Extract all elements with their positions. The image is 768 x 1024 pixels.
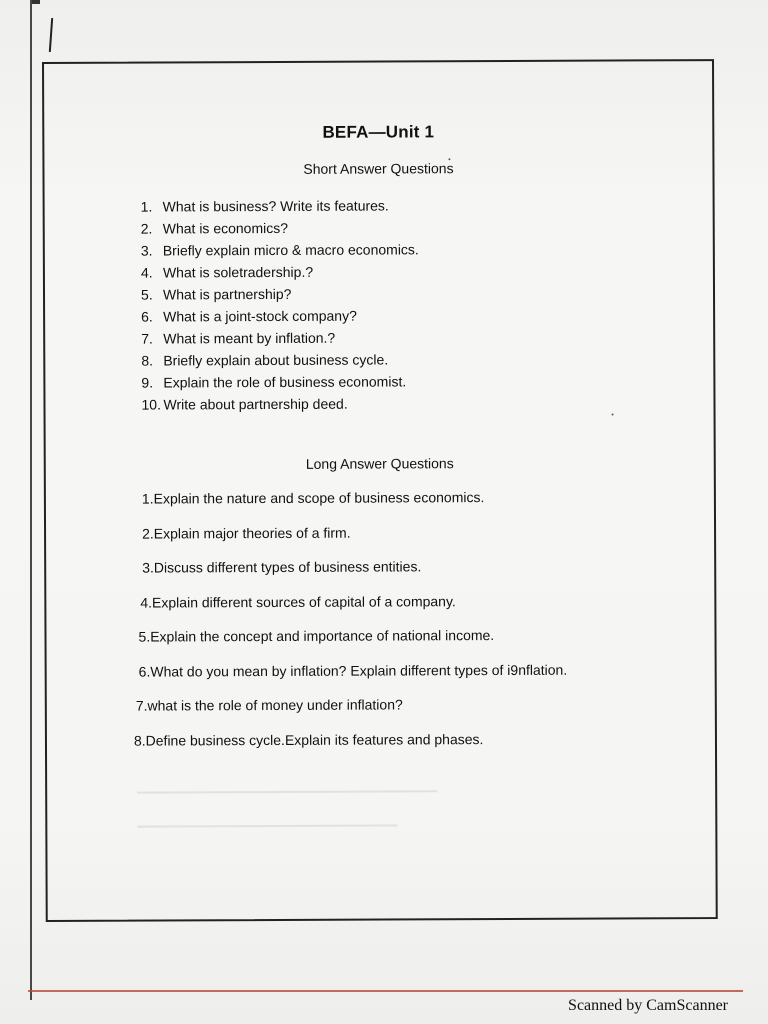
faint-bleed-through-line (137, 824, 397, 827)
question-number: 1. (140, 198, 153, 215)
long-question-item: 1.Explain the nature and scope of business economics. (141, 489, 485, 507)
scan-speck (612, 414, 614, 416)
question-number: 9. (141, 374, 154, 391)
question-number: 4. (140, 264, 153, 281)
question-text: What is economics? (162, 219, 289, 237)
short-question-item (141, 370, 419, 393)
short-question-item (141, 260, 419, 283)
faint-bleed-through-line (137, 790, 437, 793)
question-text: What is business? Write its features. (162, 197, 389, 215)
short-answer-list (141, 194, 420, 415)
top-edge-mark (32, 0, 40, 4)
camscanner-watermark: Scanned by CamScanner (568, 997, 728, 1014)
question-number: 8. (141, 352, 154, 369)
scan-speck (448, 158, 450, 160)
long-question-item: 5.Explain the concept and importance of national income. (138, 627, 495, 645)
document-frame (42, 59, 718, 922)
short-question-item (141, 238, 419, 261)
question-number: 7. (141, 330, 153, 347)
question-text: What is a joint-stock company? (163, 307, 357, 325)
question-number: 2. (140, 220, 153, 237)
page-bottom-edge (28, 990, 743, 992)
short-answer-heading: Short Answer Questions (303, 160, 454, 177)
question-text: Write about partnership deed. (163, 395, 348, 413)
document-title: BEFA—Unit 1 (322, 122, 435, 142)
short-question-item (141, 326, 419, 349)
short-question-item (141, 216, 419, 239)
short-question-item (141, 348, 419, 371)
question-number: 3. (140, 242, 153, 259)
question-text: Briefly explain about business cycle. (163, 351, 389, 369)
page-left-edge-shadow (30, 0, 32, 1000)
question-text: What is partnership? (162, 285, 292, 303)
long-question-item: 8.Define business cycle.Explain its features and phases. (133, 730, 484, 749)
question-number: 5. (140, 286, 153, 303)
long-question-item: 3.Discuss different types of business entities. (142, 558, 422, 576)
question-number: 10. (141, 396, 161, 413)
long-question-item: 6.What do you mean by inflation? Explain different types of i9nflation. (138, 661, 568, 680)
question-text: What is soletradership.? (162, 263, 314, 281)
short-question-item (141, 282, 419, 305)
question-number: 6. (141, 308, 153, 325)
short-question-item (141, 304, 419, 327)
question-text: What is meant by inflation.? (163, 329, 336, 347)
long-answer-list (133, 486, 568, 764)
long-question-item: 2.Explain major theories of a firm. (142, 524, 351, 542)
short-question-item (141, 194, 419, 217)
long-answer-heading: Long Answer Questions (305, 455, 454, 472)
long-question-item: 7.what is the role of money under inflation? (135, 696, 403, 714)
question-text: Explain the role of business economist. (163, 373, 407, 391)
short-question-item (141, 392, 419, 415)
long-question-item: 4.Explain different sources of capital of a company. (140, 592, 456, 611)
question-text: Briefly explain micro & macro economics. (162, 241, 419, 259)
